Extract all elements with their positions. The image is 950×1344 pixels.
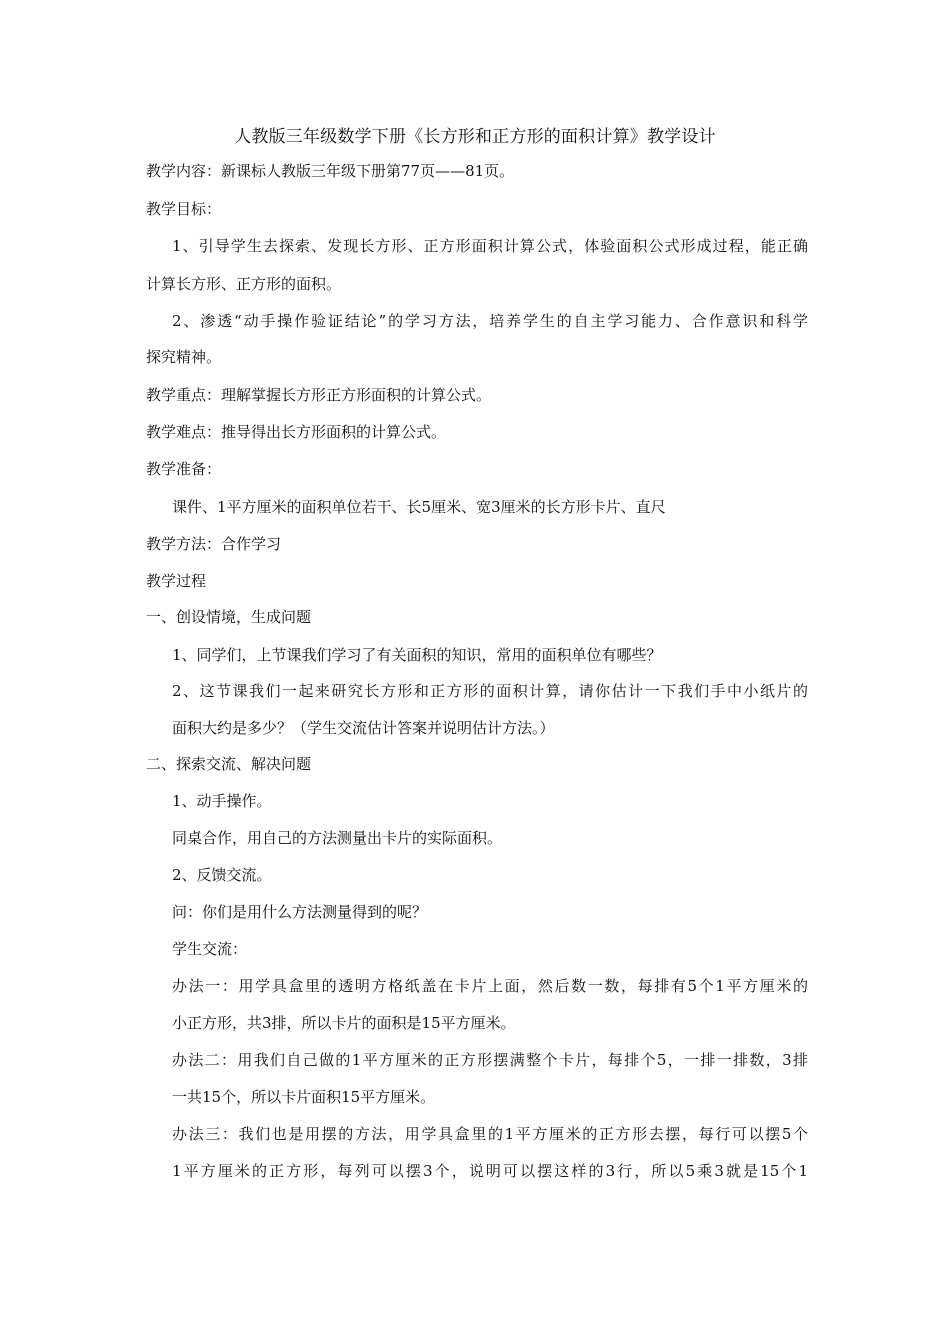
key-point-line: 教学重点：理解掌握长方形正方形面积的计算公式。 (146, 386, 492, 404)
section-2-item-1: 1、动手操作。 (172, 792, 272, 810)
student-exchange-line: 学生交流： (172, 940, 248, 958)
section-1-item-2-line-1: 2、这节课我们一起来研究长方形和正方形的面积计算，请你估计一下我们手中小纸片的 (172, 682, 808, 700)
preparation-heading: 教学准备： (146, 460, 222, 478)
question-line: 问：你们是用什么方法测量得到的呢？ (172, 903, 428, 921)
section-1-item-2-line-2: 面积大约是多少？（学生交流估计答案并说明估计方法。） (172, 719, 555, 737)
teaching-objectives-heading: 教学目标： (146, 200, 222, 218)
section-2-item-2: 2、反馈交流。 (172, 866, 272, 884)
objective-1-line-2: 计算长方形、正方形的面积。 (146, 275, 342, 293)
section-1-item-1: 1、同学们，上节课我们学习了有关面积的知识，常用的面积单位有哪些？ (172, 646, 662, 664)
objective-2-line-1: 2、渗透“动手操作验证结论”的学习方法，培养学生的自主学习能力、合作意识和科学 (172, 312, 808, 330)
method-two-line-1: 办法二：用我们自己做的1平方厘米的正方形摆满整个卡片，每排个5，一排一排数，3排 (172, 1051, 808, 1069)
objective-2-line-2: 探究精神。 (146, 348, 222, 366)
process-heading: 教学过程 (146, 572, 207, 590)
section-1-heading: 一、创设情境，生成问题 (146, 608, 312, 626)
document-title: 人教版三年级数学下册《长方形和正方形的面积计算》教学设计 (234, 127, 716, 147)
teaching-content-line: 教学内容：新课标人教版三年级下册第77页——81页。 (146, 162, 515, 180)
method-line: 教学方法：合作学习 (146, 535, 282, 553)
method-three-line-1: 办法三：我们也是用摆的方法，用学具盒里的1平方厘米的正方形去摆，每行可以摆5个 (172, 1125, 808, 1143)
section-2-item-1-detail: 同桌合作，用自己的方法测量出卡片的实际面积。 (172, 829, 503, 847)
section-2-heading: 二、探索交流、解决问题 (146, 755, 312, 773)
objective-1-line-1: 1、引导学生去探索、发现长方形、正方形面积计算公式，体验面积公式形成过程，能正确 (172, 237, 808, 255)
method-one-line-1: 办法一：用学具盒里的透明方格纸盖在卡片上面，然后数一数，每排有5个1平方厘米的 (172, 977, 808, 995)
preparation-items: 课件、1平方厘米的面积单位若干、长5厘米、宽3厘米的长方形卡片、直尺 (172, 498, 666, 516)
difficulty-line: 教学难点：推导得出长方形面积的计算公式。 (146, 423, 447, 441)
method-three-line-2: 1平方厘米的正方形，每列可以摆3个，说明可以摆这样的3行，所以5乘3就是15个1 (172, 1162, 808, 1180)
method-one-line-2: 小正方形，共3排，所以卡片的面积是15平方厘米。 (172, 1014, 516, 1032)
method-two-line-2: 一共15个，所以卡片面积15平方厘米。 (172, 1088, 436, 1106)
